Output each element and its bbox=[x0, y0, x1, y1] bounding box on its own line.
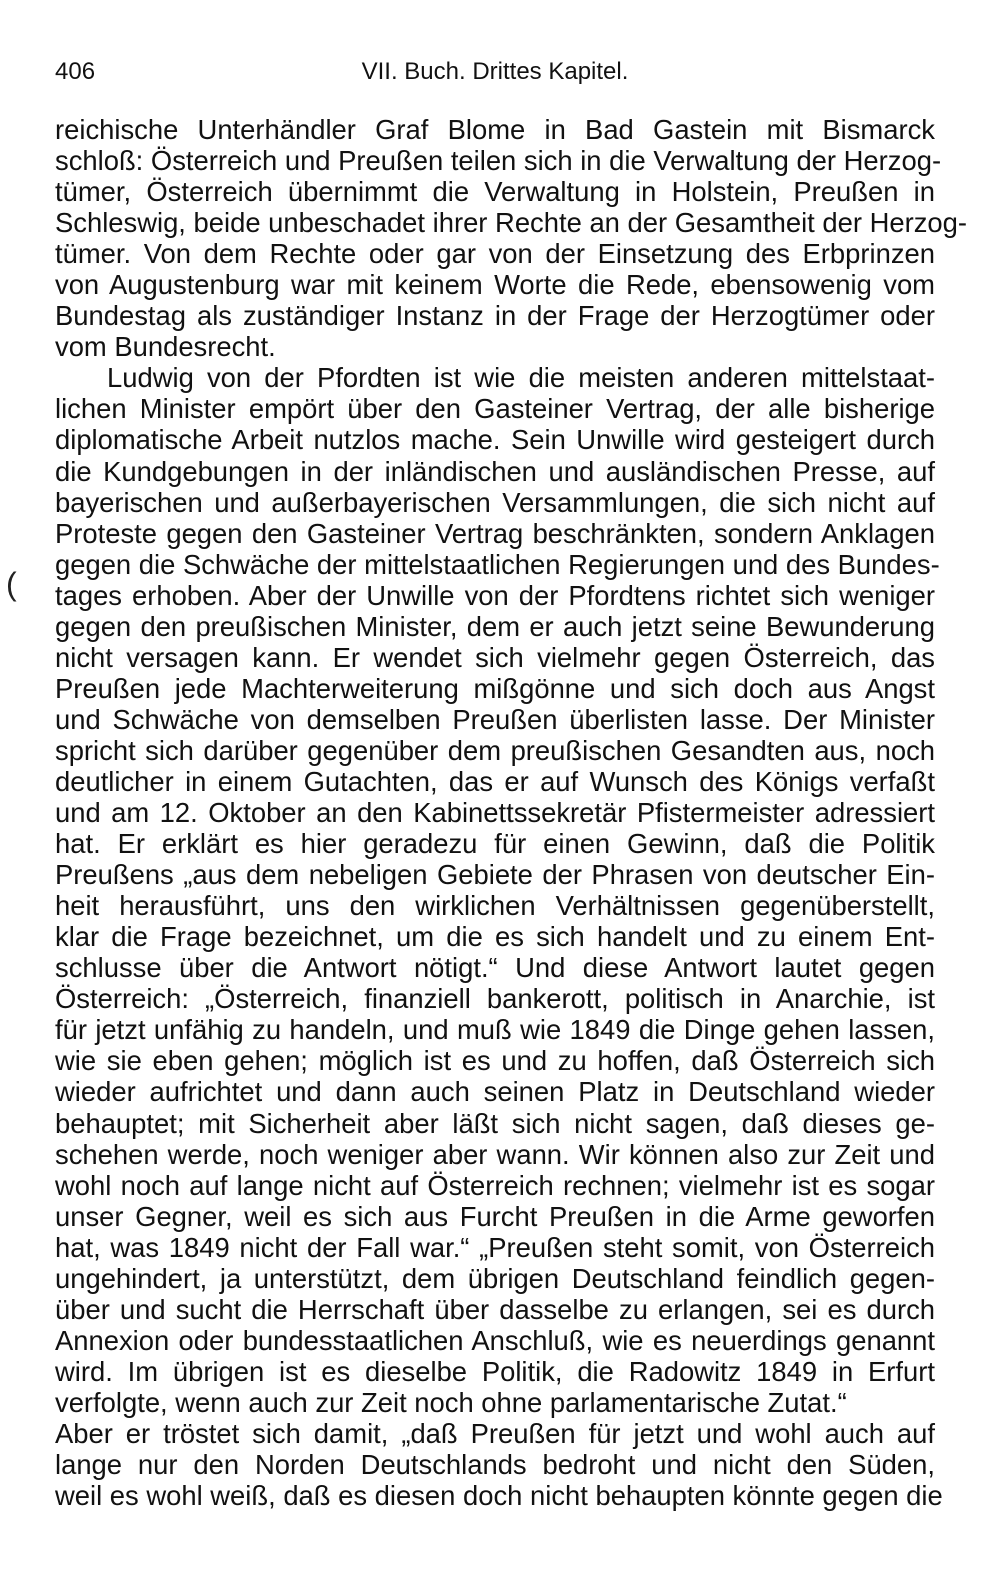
text-line: über und sucht die Herrschaft über dasselbe zu erlangen, sei es durch bbox=[55, 1293, 935, 1325]
text-line: vom Bundesrecht. bbox=[55, 331, 276, 363]
text-line: Aber er tröstet sich damit, „daß Preußen für jetzt und wohl auch auf bbox=[55, 1417, 935, 1449]
text-line: und Schwäche von demselben Preußen überlisten lasse. Der Minister bbox=[55, 703, 935, 735]
text-line: wie sie eben gehen; möglich ist es und zu hoffen, daß Österreich sich bbox=[55, 1045, 935, 1077]
page-header bbox=[55, 58, 935, 92]
text-line: für jetzt unfähig zu handeln, und muß wie 1849 die Dinge gehen lassen, bbox=[55, 1014, 935, 1046]
margin-bracket-mark: ( bbox=[6, 566, 17, 602]
text-line: wohl noch auf lange nicht auf Österreich rechnen; vielmehr ist es sogar bbox=[55, 1169, 935, 1201]
text-line: verfolgte, wenn auch zur Zeit noch ohne parlamentarische Zutat.“ bbox=[55, 1386, 847, 1418]
text-line: Annexion oder bundesstaatlichen Anschluß, wie es neuerdings genannt bbox=[55, 1324, 935, 1356]
text-line: gegen die Schwäche der mittelstaatlichen Regierungen und des Bundes- bbox=[55, 548, 940, 580]
text-line: gegen den preußischen Minister, dem er auch jetzt seine Bewunderung bbox=[55, 610, 935, 642]
text-line: Preußen jede Machterweiterung mißgönne und sich doch aus Angst bbox=[55, 672, 935, 704]
text-line: wird. Im übrigen ist es dieselbe Politik, die Radowitz 1849 in Erfurt bbox=[55, 1355, 935, 1387]
running-head: VII. Buch. Drittes Kapitel. bbox=[361, 58, 629, 85]
text-line: Ludwig von der Pfordten ist wie die meisten anderen mittelstaat- bbox=[107, 362, 935, 394]
text-line: schloß: Österreich und Preußen teilen sich in die Verwaltung der Herzog- bbox=[55, 145, 942, 177]
text-line: tümer. Von dem Rechte oder gar von der Einsetzung des Erbprinzen bbox=[55, 238, 935, 270]
text-line: Proteste gegen den Gasteiner Vertrag beschränkten, sondern Anklagen bbox=[55, 517, 935, 549]
text-line: weil es wohl weiß, daß es diesen doch nicht behaupten könnte gegen die bbox=[55, 1480, 943, 1512]
text-line: bayerischen und außerbayerischen Versammlungen, die sich nicht auf bbox=[55, 486, 935, 518]
text-line: heit herausführt, uns den wirklichen Verhältnissen gegenüberstellt, bbox=[55, 890, 935, 922]
text-line: die Kundgebungen in der inländischen und ausländischen Presse, auf bbox=[55, 455, 935, 487]
text-line: nicht versagen kann. Er wendet sich vielmehr gegen Österreich, das bbox=[55, 641, 935, 673]
text-line: schlusse über die Antwort nötigt.“ Und diese Antwort lautet gegen bbox=[55, 952, 935, 984]
text-line: Bundestag als zuständiger Instanz in der Frage der Herzogtümer oder bbox=[55, 300, 935, 332]
text-line: Preußens „aus dem nebeligen Gebiete der Phrasen von deutscher Ein- bbox=[55, 859, 935, 891]
text-line: klar die Frage bezeichnet, um die es sich handelt und zu einem Ent- bbox=[55, 921, 935, 953]
text-line: tages erhoben. Aber der Unwille von der Pfordtens richtet sich weniger bbox=[55, 579, 935, 611]
text-line: behauptet; mit Sicherheit aber läßt sich nicht sagen, daß dieses ge- bbox=[55, 1107, 935, 1139]
text-line: lange nur den Norden Deutschlands bedroht und nicht den Süden, bbox=[55, 1449, 935, 1481]
body-text bbox=[55, 114, 967, 1512]
text-line: spricht sich darüber gegenüber dem preußischen Gesandten aus, noch bbox=[55, 734, 935, 766]
text-line: diplomatische Arbeit nutzlos mache. Sein Unwille wird gesteigert durch bbox=[55, 424, 935, 456]
text-line: Österreich: „Österreich, finanziell bankerott, politisch in Anarchie, ist bbox=[55, 983, 935, 1015]
page-number: 406 bbox=[55, 58, 96, 85]
text-line: wieder aufrichtet und dann auch seinen Platz in Deutschland wieder bbox=[55, 1076, 935, 1108]
text-line: schehen werde, noch weniger aber wann. Wir können also zur Zeit und bbox=[55, 1138, 935, 1170]
text-line: reichische Unterhändler Graf Blome in Bad Gastein mit Bismarck bbox=[55, 114, 935, 145]
text-line: von Augustenburg war mit keinem Worte die Rede, ebensowenig vom bbox=[55, 269, 935, 301]
text-line: Schleswig, beide unbeschadet ihrer Rechte an der Gesamtheit der Herzog- bbox=[55, 207, 967, 239]
text-line: tümer, Österreich übernimmt die Verwaltung in Holstein, Preußen in bbox=[55, 176, 935, 208]
text-line: hat. Er erklärt es hier geradezu für einen Gewinn, daß die Politik bbox=[55, 828, 935, 860]
text-line: deutlicher in einem Gutachten, das er auf Wunsch des Königs verfaßt bbox=[55, 765, 935, 797]
text-line: lichen Minister empört über den Gasteiner Vertrag, der alle bisherige bbox=[55, 393, 935, 425]
text-line: ungehindert, ja unterstützt, dem übrigen Deutschland feindlich gegen- bbox=[55, 1262, 935, 1294]
text-line: unser Gegner, weil es sich aus Furcht Preußen in die Arme geworfen bbox=[55, 1200, 935, 1232]
text-line: hat, was 1849 nicht der Fall war.“ „Preußen steht somit, von Österreich bbox=[55, 1231, 935, 1263]
text-line: und am 12. Oktober an den Kabinettssekretär Pfistermeister adressiert bbox=[55, 797, 935, 829]
